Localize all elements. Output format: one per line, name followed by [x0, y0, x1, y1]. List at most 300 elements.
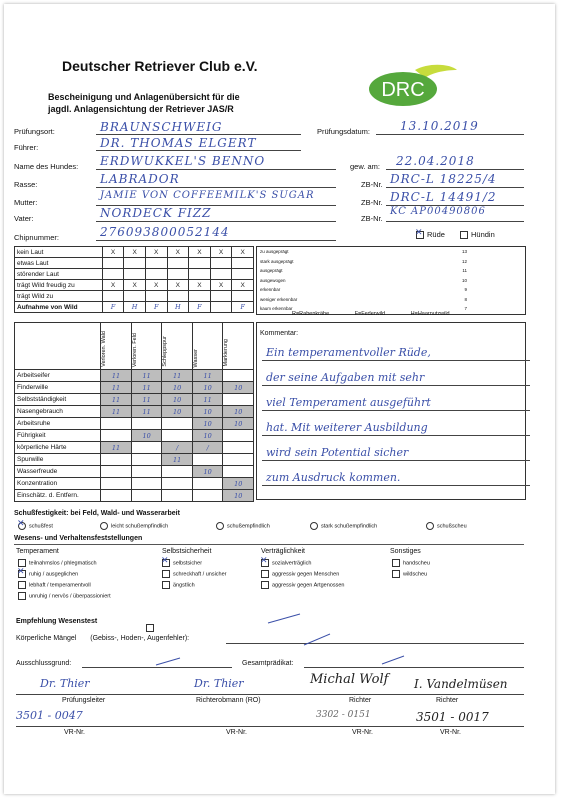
trait-cell[interactable] [131, 454, 162, 466]
trait-row-label: Arbeitsruhe [15, 418, 101, 430]
selbst-option-label: schreckhaft / unsicher [173, 571, 227, 578]
huendin-checkbox[interactable] [460, 230, 495, 239]
chip-value[interactable]: 276093800052144 [100, 225, 230, 239]
schuss-option-label: stark schußempfindlich [321, 523, 378, 530]
scale-row [257, 295, 525, 305]
comment-line [262, 460, 530, 461]
legend-h: H=Haarnutzwild [410, 311, 450, 317]
checkbox-icon [162, 559, 170, 567]
trait-cell[interactable]: 10 [162, 382, 193, 394]
laut-cell[interactable] [210, 291, 232, 302]
laut-row-label: kein Laut [15, 247, 103, 258]
trait-cell[interactable]: 10 [192, 430, 223, 442]
mutter-label: Mutter: [14, 198, 38, 207]
trait-cell[interactable]: / [192, 442, 223, 454]
trait-row [15, 466, 254, 478]
laut-row-label: etwas Laut [15, 258, 103, 269]
trait-cell[interactable]: 11 [101, 406, 132, 418]
schuss-title: Schußfestigkeit: bei Feld, Wald- und Wasserarbeit [14, 510, 180, 517]
comment-text: zum Ausdruck kommen. [266, 471, 401, 484]
laut-cell[interactable] [102, 269, 124, 280]
comment-line [262, 360, 530, 361]
vater-value[interactable]: NORDECK FIZZ [100, 206, 212, 220]
trait-cell[interactable] [162, 466, 193, 478]
sonst-option-label: wildscheu [403, 571, 428, 578]
trait-column-header [162, 323, 193, 370]
signature-2: Dr. Thier [194, 677, 244, 690]
sonst-option-label: handscheu [403, 560, 430, 567]
wesen-title: Wesens- und Verhaltensfeststellungen [14, 535, 143, 542]
laut-cell[interactable]: X [232, 247, 254, 258]
trait-row [15, 406, 254, 418]
scale-text: kaum erkennbar [260, 306, 293, 311]
trait-cell[interactable]: 11 [131, 382, 162, 394]
laut-cell[interactable]: F [102, 302, 124, 313]
trait-cell[interactable] [131, 478, 162, 490]
temperament-option[interactable] [18, 592, 111, 600]
trait-cell[interactable]: 10 [192, 382, 223, 394]
fuehrer-line [96, 150, 301, 151]
trait-cell[interactable]: 11 [101, 394, 132, 406]
schuss-option-label: leicht schußempfindlich [111, 523, 169, 530]
role-4: Richter [436, 697, 459, 704]
rasse-line [96, 187, 336, 188]
wild-legend [292, 311, 450, 317]
comment-text: der seine Aufgaben mit sehr [266, 371, 425, 384]
scale-number: 10 [461, 277, 467, 283]
temperament-title: Temperament [16, 548, 59, 555]
selbst-option-label: ängstlich [173, 582, 195, 589]
laut-cell[interactable]: X [102, 280, 124, 291]
trait-cell[interactable] [192, 490, 223, 502]
selbst-option[interactable] [162, 570, 227, 578]
laut-cell[interactable]: F [232, 302, 254, 313]
zb1-value[interactable]: DRC-L 18225/4 [390, 172, 497, 186]
gew-label: gew. am: [350, 162, 381, 171]
vr-number-1: 3501 - 0047 [16, 709, 83, 722]
checkbox-icon [392, 559, 400, 567]
trait-cell[interactable] [192, 454, 223, 466]
laut-cell[interactable] [210, 302, 232, 313]
gesamt-line[interactable] [304, 667, 524, 668]
laut-cell[interactable] [124, 258, 146, 269]
schuss-option-label: schußscheu [437, 523, 467, 530]
laut-cell[interactable] [210, 269, 232, 280]
maengel-label [16, 635, 189, 642]
schuss-option[interactable] [426, 522, 467, 530]
comment-text: viel Temperament ausgeführt [266, 396, 431, 409]
laut-row-label: Aufnahme von Wild [15, 302, 103, 313]
trait-cell[interactable]: 11 [162, 454, 193, 466]
schuss-option[interactable] [310, 522, 377, 530]
radio-icon [100, 522, 108, 530]
trait-cell[interactable] [223, 370, 254, 382]
trait-header-row [15, 323, 254, 370]
legend-f: F=Federwild [354, 311, 386, 317]
laut-cell[interactable]: X [145, 247, 167, 258]
trait-row [15, 370, 254, 382]
scale-row [257, 285, 525, 295]
trait-column-label: Wasser [192, 348, 199, 367]
vr-number-4: 3501 - 0017 [416, 710, 489, 724]
scale-row [257, 276, 525, 286]
trait-row-label: Finderwille [15, 382, 101, 394]
trait-cell[interactable] [131, 442, 162, 454]
trait-row [15, 442, 254, 454]
scale-number: 7 [464, 306, 467, 311]
checkbox-icon [261, 570, 269, 578]
ausschluss-line[interactable] [82, 667, 232, 668]
laut-cell[interactable]: F [189, 302, 211, 313]
pruefungsort-value[interactable]: BRAUNSCHWEIG [100, 120, 223, 134]
laut-row [15, 269, 254, 280]
trait-cell[interactable]: 10 [192, 418, 223, 430]
drc-logo [367, 64, 459, 108]
trait-cell[interactable] [223, 466, 254, 478]
trait-column-label: Verloren. Feld [131, 332, 138, 367]
trait-cell[interactable]: 10 [162, 394, 193, 406]
laut-row [15, 258, 254, 269]
zb3-value[interactable]: KC AP00490806 [390, 206, 486, 217]
vert-option[interactable] [261, 570, 339, 578]
gesamt-label: Gesamtprädikat: [242, 660, 294, 667]
selbst-option[interactable] [162, 581, 195, 589]
trait-column-label: Schleppspur [162, 336, 169, 367]
trait-cell[interactable]: 11 [162, 370, 193, 382]
trait-cell[interactable] [223, 430, 254, 442]
trait-cell[interactable]: 10 [131, 430, 162, 442]
laut-row [15, 247, 254, 258]
trait-row [15, 454, 254, 466]
selbst-option[interactable] [162, 559, 202, 567]
trait-row-label: körperliche Härte [15, 442, 101, 454]
checkbox-icon [162, 581, 170, 589]
laut-row [15, 280, 254, 291]
comment-text: hat. Mit weiterer Ausbildung [266, 421, 428, 434]
selbst-option-label: selbstsicher [173, 560, 203, 567]
zb1-label: ZB-Nr. [361, 180, 383, 189]
subtitle-line-1: Bescheinigung und Anlagenübersicht für die [48, 92, 240, 102]
laut-cell[interactable] [145, 291, 167, 302]
scale-number: 12 [461, 258, 467, 264]
laut-cell[interactable]: H [124, 302, 146, 313]
scale-row [257, 266, 525, 276]
vert-option[interactable] [261, 581, 344, 589]
maengel-line[interactable] [226, 643, 524, 644]
schuss-option[interactable] [216, 522, 270, 530]
role-3: Richter [349, 697, 372, 704]
checkbox-icon [18, 592, 26, 600]
wesenstest-checkbox[interactable] [146, 624, 154, 632]
sonst-title: Sonstiges [390, 548, 421, 555]
vr-label-4: VR-Nr. [440, 729, 461, 736]
laut-cell[interactable]: F [145, 302, 167, 313]
pruefungsdatum-label: Prüfungsdatum: [317, 127, 370, 136]
comment-line [262, 485, 530, 486]
vr-label-2: VR-Nr. [226, 729, 247, 736]
scale-text: weniger erkennbar [260, 296, 298, 302]
temperament-option-label: lebhaft / temperamentvoll [29, 582, 91, 589]
role-1: Prüfungsleiter [62, 697, 106, 704]
svg-text:DRC: DRC [381, 79, 425, 101]
trait-cell[interactable]: 10 [192, 466, 223, 478]
trait-row-label: Führigkeit [15, 430, 101, 442]
laut-cell[interactable] [210, 258, 232, 269]
vert-option[interactable] [261, 559, 311, 567]
trait-row-label: Nasengebrauch [15, 406, 101, 418]
document-subtitle [48, 91, 240, 115]
trait-cell[interactable]: 11 [192, 370, 223, 382]
laut-cell[interactable] [145, 269, 167, 280]
laut-cell[interactable] [167, 269, 189, 280]
trait-header-blank [15, 323, 101, 370]
signature-1: Dr. Thier [40, 677, 90, 690]
scale-row [257, 257, 525, 267]
comment-text: Ein temperamentvoller Rüde, [266, 346, 431, 359]
trait-row [15, 490, 254, 502]
schuss-option-label: schußfest [29, 523, 53, 530]
trait-cell[interactable]: 10 [162, 406, 193, 418]
laut-row [15, 291, 254, 302]
trait-column-header [131, 323, 162, 370]
document-page [4, 4, 555, 794]
scale-number: 9 [464, 287, 467, 292]
scale-text: ausgeprägt [260, 268, 283, 273]
trait-cell[interactable]: 11 [131, 394, 162, 406]
vr-number-3: 3302 - 0151 [316, 710, 371, 720]
subtitle-line-2: jagdl. Anlagensichtung der Retriever JAS/R [48, 104, 234, 114]
schuss-option[interactable] [100, 522, 168, 530]
maengel-hint: (Gebiss-, Hoden-, Augenfehler): [90, 635, 190, 642]
trait-cell[interactable] [162, 418, 193, 430]
trait-cell[interactable]: 10 [223, 490, 254, 502]
role-2: Richterobmann (RO) [196, 697, 261, 704]
trait-cell[interactable] [101, 430, 132, 442]
vr-label-3: VR-Nr. [352, 729, 373, 736]
laut-cell[interactable] [232, 258, 254, 269]
trait-cell[interactable] [131, 466, 162, 478]
vater-line [96, 221, 336, 222]
trait-row [15, 418, 254, 430]
trait-cell[interactable]: 11 [101, 370, 132, 382]
gew-line [386, 169, 524, 170]
hund-value[interactable]: ERDWUKKEL'S BENNO [100, 154, 266, 168]
zb2-label: ZB-Nr. [361, 198, 383, 207]
laut-cell[interactable] [145, 258, 167, 269]
mutter-value[interactable]: JAMIE VON COFFEEMILK'S SUGAR [100, 190, 315, 201]
signature-line [16, 694, 524, 695]
legend-r: R=Rabenkrähe [292, 311, 330, 317]
temperament-option[interactable] [18, 581, 91, 589]
trait-cell[interactable]: 10 [223, 478, 254, 490]
trait-cell[interactable]: 11 [101, 382, 132, 394]
wesen-divider [14, 544, 524, 545]
comment-line [262, 385, 530, 386]
trait-row-label: Wasserfreude [15, 466, 101, 478]
trait-table [14, 322, 254, 502]
scale-box [256, 246, 526, 315]
laut-cell[interactable] [102, 291, 124, 302]
trait-cell[interactable]: 10 [223, 382, 254, 394]
club-title: Deutscher Retriever Club e.V. [62, 58, 258, 74]
laut-cell[interactable] [189, 269, 211, 280]
rasse-label: Rasse: [14, 180, 38, 189]
laut-cell[interactable]: X [145, 280, 167, 291]
scale-number: 8 [464, 296, 467, 302]
scale-text: stark ausgeprägt [260, 258, 294, 264]
pruefungsort-line [96, 134, 301, 135]
trait-column-label: Markierung [223, 339, 230, 367]
laut-cell[interactable]: X [167, 280, 189, 291]
laut-cell[interactable] [124, 269, 146, 280]
checkbox-icon [18, 570, 26, 578]
fuehrer-label: Führer: [14, 143, 39, 152]
laut-cell[interactable] [167, 258, 189, 269]
laut-cell[interactable]: X [102, 247, 124, 258]
laut-cell[interactable]: X [189, 280, 211, 291]
temperament-option[interactable] [18, 559, 97, 567]
radio-icon [216, 522, 224, 530]
scale-number: 13 [461, 249, 467, 254]
trait-cell[interactable]: 10 [223, 418, 254, 430]
laut-cell[interactable]: X [232, 280, 254, 291]
laut-row-label: störender Laut [15, 269, 103, 280]
temperament-option-label: ruhig / ausgeglichen [29, 571, 79, 578]
sonst-option[interactable] [392, 559, 430, 567]
laut-cell[interactable] [102, 258, 124, 269]
zb3-line [386, 221, 524, 222]
fuehrer-value[interactable]: DR. THOMAS ELGERT [100, 136, 257, 150]
trait-cell[interactable] [101, 478, 132, 490]
radio-icon [310, 522, 318, 530]
laut-cell[interactable] [124, 291, 146, 302]
trait-row-label: Konzentration [15, 478, 101, 490]
trait-cell[interactable]: 11 [131, 370, 162, 382]
trait-cell[interactable]: 11 [131, 406, 162, 418]
temperament-option-label: teilnahmslos / phlegmatisch [29, 560, 97, 567]
vr-label-1: VR-Nr. [64, 729, 85, 736]
hund-line [96, 169, 336, 170]
comment-line [262, 435, 530, 436]
laut-cell[interactable]: X [124, 247, 146, 258]
laut-cell[interactable]: X [167, 247, 189, 258]
signature-4: I. Vandelmüsen [414, 677, 508, 691]
trait-cell[interactable] [131, 418, 162, 430]
trait-cell[interactable]: 11 [101, 442, 132, 454]
radio-icon [426, 522, 434, 530]
ruede-check-icon [416, 231, 424, 239]
checkbox-icon [261, 581, 269, 589]
vert-option-label: aggressiv gegen Menschen [272, 571, 340, 578]
comment-text: wird sein Potential sicher [266, 446, 409, 459]
laut-cell[interactable] [232, 291, 254, 302]
rasse-value[interactable]: LABRADOR [100, 172, 180, 186]
trait-row [15, 394, 254, 406]
maengel-label-text: Körperliche Mängel [16, 635, 77, 642]
checkbox-icon [162, 570, 170, 578]
vert-option-label: sozialverträglich [272, 560, 312, 567]
vater-label: Vater: [14, 214, 34, 223]
ruede-label: Rüde [427, 230, 445, 239]
trait-cell[interactable] [223, 454, 254, 466]
trait-row [15, 430, 254, 442]
laut-cell[interactable]: X [189, 247, 211, 258]
schuss-option[interactable] [18, 522, 53, 530]
vert-option-label: aggressiv gegen Artgenossen [272, 582, 345, 589]
scale-text: zu ausgeprägt [260, 249, 289, 254]
trait-cell[interactable]: 11 [192, 394, 223, 406]
trait-cell[interactable] [101, 466, 132, 478]
temperament-option[interactable] [18, 570, 78, 578]
laut-cell[interactable]: X [210, 247, 232, 258]
wesenstest-label: Empfehlung Wesenstest [16, 618, 98, 625]
trait-column-label: Verloren. Wald [101, 331, 108, 367]
trait-cell[interactable] [101, 490, 132, 502]
sonst-option[interactable] [392, 570, 427, 578]
checkbox-icon [261, 559, 269, 567]
trait-cell[interactable] [131, 490, 162, 502]
trait-cell[interactable] [162, 478, 193, 490]
huendin-check-icon [460, 231, 468, 239]
trait-cell[interactable] [101, 418, 132, 430]
vr-line [16, 726, 524, 727]
trait-cell[interactable] [223, 442, 254, 454]
gew-value[interactable]: 22.04.2018 [396, 154, 475, 168]
trait-row [15, 382, 254, 394]
trait-cell[interactable] [162, 430, 193, 442]
trait-cell[interactable] [101, 454, 132, 466]
laut-row-label: trägt Wild freudig zu [15, 280, 103, 291]
trait-row-label: Selbstständigkeit [15, 394, 101, 406]
zb2-value[interactable]: DRC-L 14491/2 [390, 190, 497, 204]
laut-cell[interactable]: X [210, 280, 232, 291]
laut-cell[interactable] [167, 291, 189, 302]
trait-cell[interactable] [192, 478, 223, 490]
laut-cell[interactable] [232, 269, 254, 280]
hund-label: Name des Hundes: [14, 162, 79, 171]
zb3-label: ZB-Nr. [361, 214, 383, 223]
laut-cell[interactable]: X [124, 280, 146, 291]
trait-row-label: Arbeitseifer [15, 370, 101, 382]
checkbox-icon [18, 581, 26, 589]
ausschluss-label: Ausschlussgrund: [16, 660, 72, 667]
zb1-line [386, 187, 524, 188]
trait-cell[interactable]: / [162, 442, 193, 454]
laut-cell[interactable]: H [167, 302, 189, 313]
trait-cell[interactable] [162, 490, 193, 502]
pruefungsort-label: Prüfungsort: [14, 127, 55, 136]
selbst-title: Selbstsicherheit [162, 548, 212, 555]
vert-title: Verträglichkeit [261, 548, 305, 555]
trait-cell[interactable]: 10 [192, 406, 223, 418]
trait-row-label: Spurwille [15, 454, 101, 466]
chip-label: Chipnummer: [14, 233, 60, 242]
trait-column-header [101, 323, 132, 370]
trait-row-label: Einschätz. d. Entfern. [15, 490, 101, 502]
pruefungsdatum-value[interactable]: 13.10.2019 [400, 119, 479, 133]
scale-text: erkennbar [260, 287, 281, 292]
chip-line [96, 240, 336, 241]
scale-text: ausgewogen [260, 277, 286, 283]
trait-cell[interactable]: 10 [223, 406, 254, 418]
laut-cell[interactable] [189, 258, 211, 269]
laut-row [15, 302, 254, 313]
temperament-option-label: unruhig / nervös / überpassioniert [29, 593, 111, 600]
huendin-label: Hündin [471, 230, 495, 239]
laut-cell[interactable] [189, 291, 211, 302]
trait-cell[interactable] [223, 394, 254, 406]
ruede-checkbox[interactable] [416, 230, 445, 239]
